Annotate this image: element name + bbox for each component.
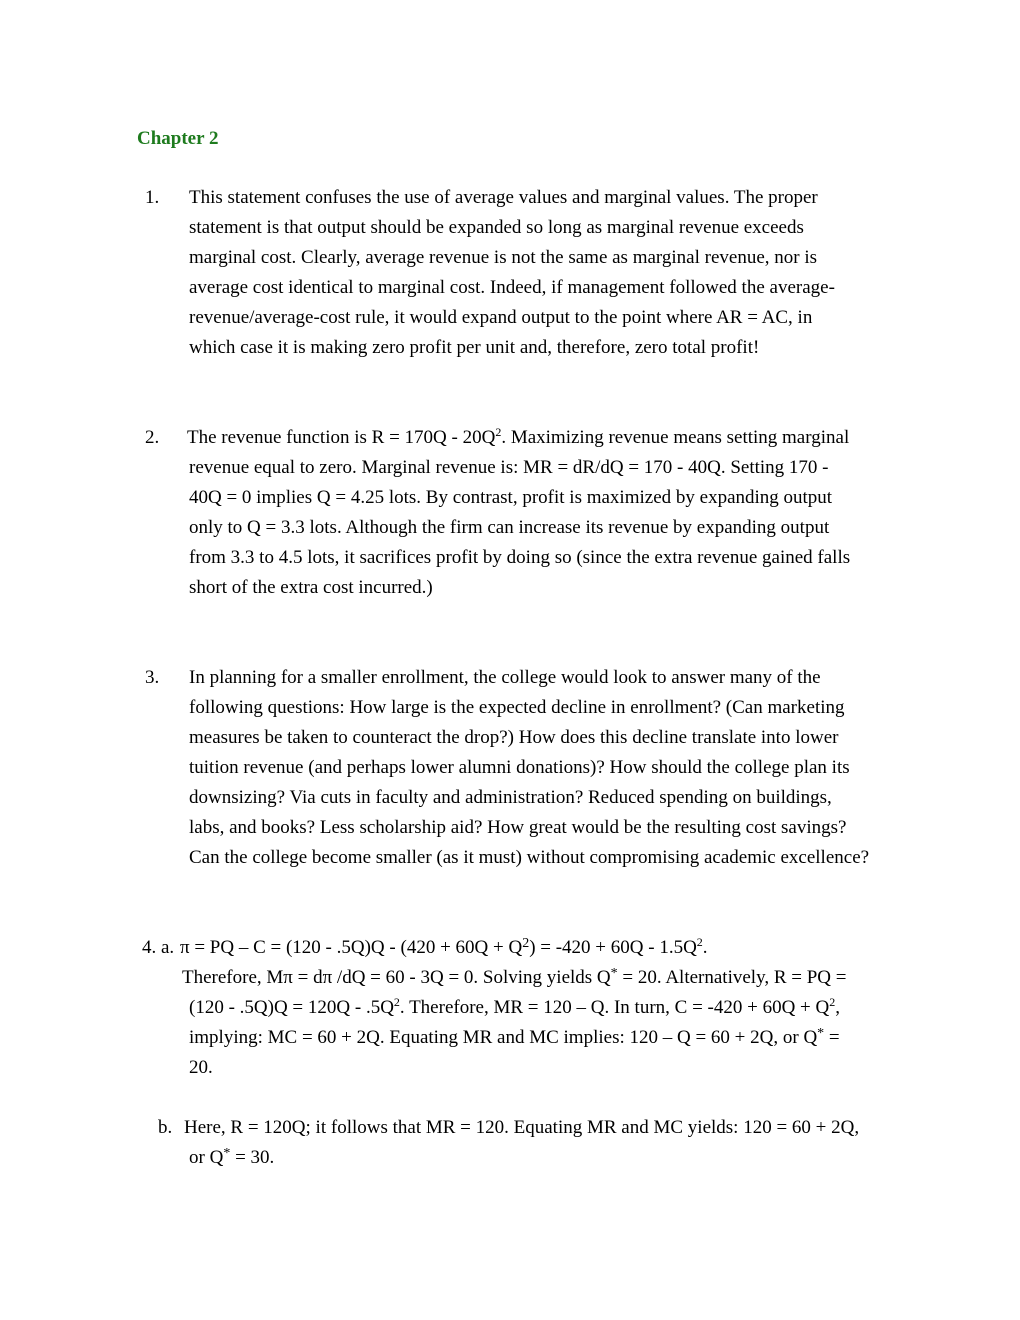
text-run: = 30.: [230, 1147, 275, 1168]
text-run: = 20. Alternatively, R = PQ =: [617, 967, 847, 988]
text-line: [187, 423, 909, 453]
text-run: =: [824, 1027, 840, 1048]
text-line: [189, 1143, 909, 1173]
text-line: 40Q = 0 implies Q = 4.25 lots. By contrast, profit is maximized by expanding output: [189, 487, 833, 508]
text-line: [189, 993, 909, 1023]
text-line: [189, 1023, 909, 1053]
answer-4b-label: b.: [158, 1117, 173, 1138]
text-line: statement is that output should be expanded so long as marginal revenue exceeds: [189, 217, 804, 238]
text-run: .: [702, 937, 708, 958]
text-run: ,: [835, 997, 840, 1018]
answer-1-text: [189, 183, 909, 363]
text-line: In planning for a smaller enrollment, the college would look to answer many of the: [189, 667, 821, 688]
text-run: The revenue function is R = 170Q - 20Q: [187, 427, 496, 448]
answer-4b-text: [184, 1113, 909, 1173]
text-line: only to Q = 3.3 lots. Although the firm can increase its revenue by expanding output: [189, 517, 830, 538]
text-run: Therefore, Mπ = dπ /dQ = 60 - 3Q = 0. Solving yields Q: [182, 967, 611, 988]
text-run: (120 - .5Q)Q = 120Q - .5Q: [189, 997, 394, 1018]
text-line: labs, and books? Less scholarship aid? How great would be the resulting cost savings?: [189, 817, 847, 838]
text-run: . Maximizing revenue means setting marginal: [501, 427, 850, 448]
text-line: average cost identical to marginal cost. Indeed, if management followed the average-: [189, 277, 835, 298]
text-run: π = PQ – C = (120 - .5Q)Q - (420 + 60Q + Q: [180, 937, 523, 958]
superscript: 2: [829, 995, 836, 1009]
chapter-title: Chapter 2: [137, 128, 219, 149]
answer-4a-line-1: [180, 933, 708, 963]
answer-1-number: 1.: [145, 187, 160, 208]
text-line: 20.: [189, 1057, 213, 1078]
text-line: Can the college become smaller (as it must) without compromising academic excellence?: [189, 847, 870, 868]
superscript: *: [223, 1146, 231, 1161]
text-line: which case it is making zero profit per unit and, therefore, zero total profit!: [189, 337, 760, 358]
answer-4a-label: 4. a.: [142, 937, 175, 958]
superscript: 2: [696, 935, 703, 949]
superscript: 2: [522, 936, 530, 951]
superscript: 2: [393, 995, 400, 1009]
text-run: implying: MC = 60 + 2Q. Equating MR and MC implies: 120 – Q = 60 + 2Q, or Q: [189, 1027, 818, 1048]
text-run: or Q: [189, 1147, 224, 1168]
text-line: following questions: How large is the expected decline in enrollment? (Can marketing: [189, 697, 845, 718]
text-line: This statement confuses the use of average values and marginal values. The proper: [189, 187, 818, 208]
text-line: Here, R = 120Q; it follows that MR = 120. Equating MR and MC yields: 120 = 60 + 2Q,: [184, 1117, 860, 1138]
answer-2-number: 2.: [145, 427, 160, 448]
text-run: ) = -420 + 60Q - 1.5Q: [529, 937, 697, 958]
text-line: from 3.3 to 4.5 lots, it sacrifices profit by doing so (since the extra revenue gained falls: [189, 547, 851, 568]
text-line: measures be taken to counteract the drop?) How does this decline translate into lower: [189, 727, 839, 748]
text-line: revenue/average-cost rule, it would expand output to the point where AR = AC, in: [189, 307, 813, 328]
answer-3-number: 3.: [145, 667, 160, 688]
superscript: *: [610, 966, 618, 981]
text-line: [182, 963, 909, 993]
text-line: revenue equal to zero. Marginal revenue is: MR = dR/dQ = 170 - 40Q. Setting 170 -: [189, 457, 829, 478]
answer-4a-text: [182, 963, 909, 1083]
answer-2-text: [189, 423, 909, 603]
superscript: *: [817, 1026, 825, 1041]
text-run: . Therefore, MR = 120 – Q. In turn, C = -420 + 60Q + Q: [399, 997, 830, 1018]
superscript: 2: [495, 425, 502, 439]
text-line: tuition revenue (and perhaps lower alumni donations)? How should the college plan its: [189, 757, 850, 778]
text-line: short of the extra cost incurred.): [189, 577, 433, 598]
answer-3-text: [189, 663, 909, 873]
text-line: downsizing? Via cuts in faculty and administration? Reduced spending on buildings,: [189, 787, 832, 808]
text-line: marginal cost. Clearly, average revenue is not the same as marginal revenue, nor is: [189, 247, 818, 268]
